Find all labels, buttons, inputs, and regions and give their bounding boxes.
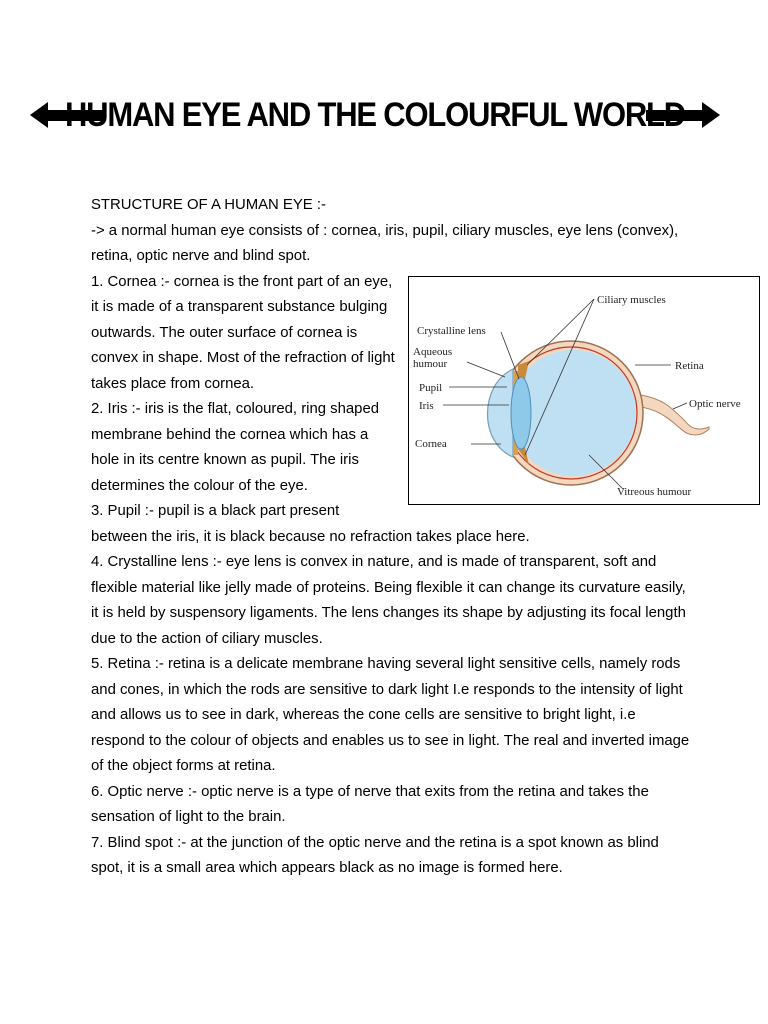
label-aqueous-2: humour xyxy=(413,357,448,370)
label-iris: Iris xyxy=(419,399,434,412)
point-optic-nerve: 6. Optic nerve :- optic nerve is a type of nerve that exits from the retina and takes the sensation of light to the brain. xyxy=(91,783,649,825)
title-row xyxy=(30,94,720,140)
eye-diagram xyxy=(408,276,760,505)
point-cornea: 1. Cornea :- cornea is the front part of an eye, it is made of a transparent substance bulging outwards. The outer surface of cornea is convex in shape. Most of the refraction of light takes place from cornea. xyxy=(91,273,395,392)
document-body xyxy=(91,193,741,882)
label-ciliary-muscles: Ciliary muscles xyxy=(597,293,666,306)
label-optic-nerve: Optic nerve xyxy=(689,397,741,410)
point-pupil: 3. Pupil :- pupil is a black part present between the iris, it is black because no refraction takes place here. xyxy=(91,503,530,545)
point-retina: 5. Retina :- retina is a delicate membrane having several light sensitive cells, namely rods and cones, in which the rods are sensitive to dark light I.e responds to the intensity of light and allows us to see in dark, whereas the cone cells are sensitive to bright light, i.e respond to the colour of objects and enables us to see in light. The real and inverted image of the object forms at retina. xyxy=(91,656,690,774)
section-heading: STRUCTURE OF A HUMAN EYE :- xyxy=(91,197,326,213)
label-vitreous-humour: Vitreous humour xyxy=(617,485,692,498)
point-iris: 2. Iris :- iris is the flat, coloured, ring shaped membrane behind the cornea which has a hole in its centre known as pupil. The iris determines the colour of the eye. xyxy=(91,401,380,494)
point-blind-spot: 7. Blind spot :- at the junction of the optic nerve and the retina is a spot known as blind spot, it is a small area which appears black as no image is formed here. xyxy=(91,834,659,876)
crystalline-lens xyxy=(511,377,531,449)
intro-paragraph: -> a normal human eye consists of : cornea, iris, pupil, ciliary muscles, eye lens (convex), retina, optic nerve and blind spot. xyxy=(91,222,679,264)
label-cornea: Cornea xyxy=(415,437,447,450)
label-crystalline-lens: Crystalline lens xyxy=(417,324,486,337)
label-pupil: Pupil xyxy=(419,381,443,394)
eye-diagram-svg xyxy=(409,277,758,503)
point-crystalline-lens: 4. Crystalline lens :- eye lens is convex in nature, and is made of transparent, soft and flexible material like jelly made of proteins. Being flexible it can change its curvature easily, it is held by suspensory ligaments. The lens changes its shape by adjusting its focal length due to the action of ciliary muscles. xyxy=(91,554,686,647)
label-retina: Retina xyxy=(675,359,704,372)
page-title: HUMAN EYE AND THE COLOURFUL WORLD xyxy=(65,94,685,135)
label-aqueous-1: Aqueous xyxy=(413,345,453,358)
